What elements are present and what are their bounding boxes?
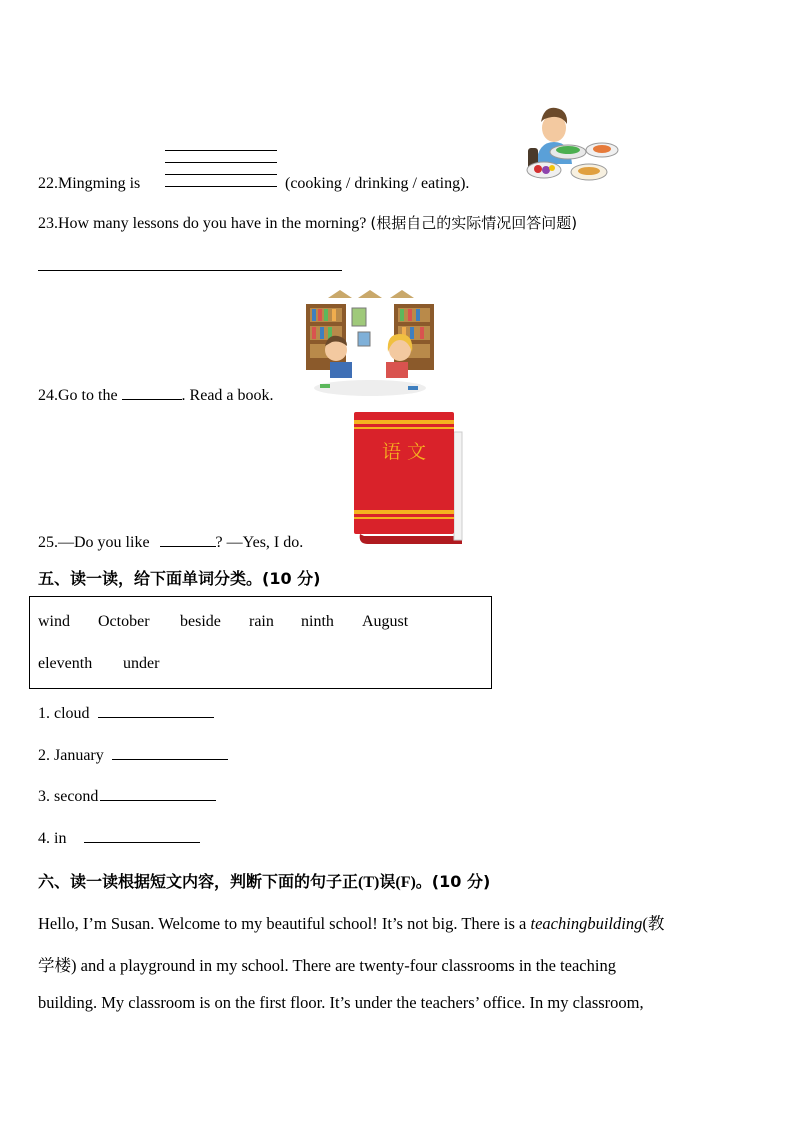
q24-blank [122,385,182,400]
word: eleventh [38,655,93,672]
section6-heading-a: 六、读一读根据短文内容，判断下面的句子正 [38,872,359,891]
classify-item-label: 3. second [38,788,99,805]
section6-heading [38,869,490,892]
q24-line [38,385,274,405]
classify-item-2 [38,745,228,765]
word: ninth [301,613,334,630]
boy-eating-image [514,92,622,184]
chinese-book-image [350,410,466,546]
answer-line-3 [165,174,277,175]
passage-line-2: 学楼) and a playground in my school. There are twenty-four classrooms in the teaching [38,956,616,975]
book-title: 语 文 [381,441,427,463]
q23-text [38,212,577,233]
passage-text: Hello, I’m Susan. Welcome to my beautiful school! It’s not big. There is a [38,914,531,933]
section6-heading-f: (F) [395,874,416,891]
answer-line-4 [165,186,277,187]
classify-blank [100,786,216,801]
word-box [29,596,492,689]
passage-italic-term: teachingbuilding [530,914,643,933]
q25-blank [160,532,216,547]
word: rain [249,613,274,630]
classify-item-3 [38,786,216,806]
library-reading-image [304,284,436,400]
section6-heading-c: 。(10 分) [415,872,491,891]
classify-item-4 [38,828,200,848]
answer-line-2 [165,162,277,163]
q25-line [38,532,303,552]
q23-note: (根据自己的实际情况回答问题) [370,214,578,232]
q22-options: (cooking / drinking / eating). [285,175,470,192]
q23-answer-line [38,270,342,271]
word: wind [38,613,70,630]
word: under [123,655,160,672]
word: August [362,613,409,630]
q25-prefix: 25.—Do you like [38,534,150,551]
answer-line-1 [165,150,277,151]
passage-line-1 [38,910,664,934]
q24-prefix: 24.Go to the [38,387,118,404]
classify-blank [98,703,214,718]
q25-suffix: ? —Yes, I do. [215,534,304,551]
section5-heading: 五、读一读，给下面单词分类。(10 分) [38,569,321,588]
word: October [98,613,150,630]
classify-item-1 [38,703,214,723]
classify-blank [112,745,228,760]
classify-item-label: 2. January [38,747,104,764]
q22-prefix: 22.Mingming is [38,175,141,192]
classify-blank [84,828,200,843]
classify-item-label: 4. in [38,830,67,847]
word: beside [180,613,221,630]
section6-heading-t: (T) [358,874,380,891]
passage-text: (教 [642,914,665,933]
classify-item-label: 1. cloud [38,705,90,722]
q23-question: 23.How many lessons do you have in the morning? [38,215,367,232]
section6-heading-b: 误 [379,872,396,891]
passage-line-3: building. My classroom is on the first floor. It’s under the teachers’ office. In my classroom, [38,993,644,1012]
q24-suffix: . Read a book. [181,387,274,404]
